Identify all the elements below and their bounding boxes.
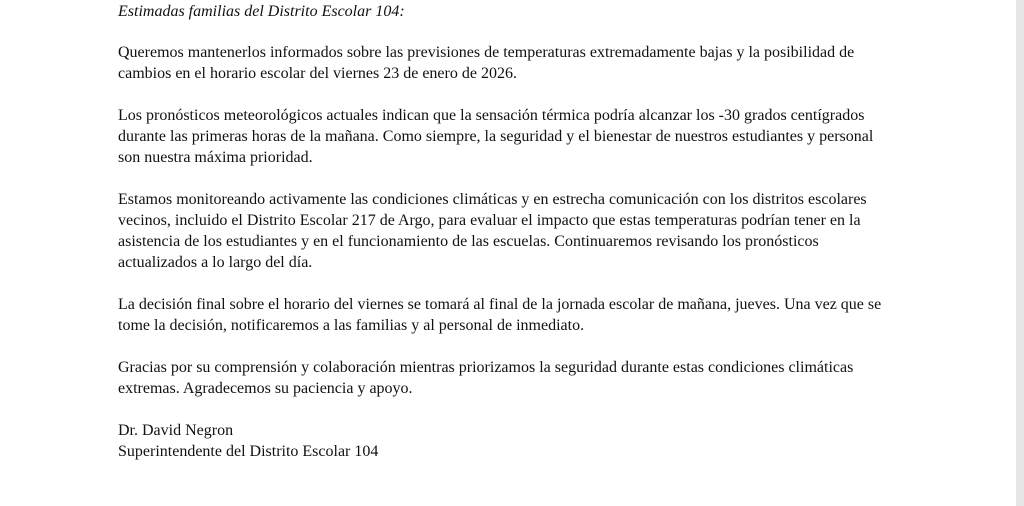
paragraph-thanks: Gracias por su comprensión y colaboración mientras priorizamos la seguridad durante estas condiciones climáticas extremas. Agradecemos su paciencia y apoyo.: [118, 359, 854, 397]
paragraph-wind-chill: Los pronósticos meteorológicos actuales indican que la sensación térmica podría alcanzar los -30 grados centígrados durante las primeras horas de la mañana. Como siempre, la seguridad y el bienestar de nuestros estudiantes y personal son nuestra máxima prioridad.: [118, 107, 874, 166]
paragraph-temperature-forecast: Queremos mantenerlos informados sobre las previsiones de temperaturas extremadamente bajas y la posibilidad de cambios en el horario escolar del viernes 23 de enero de 2026.: [118, 44, 855, 82]
signature-title: Superintendente del Distrito Escolar 104: [118, 443, 379, 460]
letter-body: [118, 1, 898, 462]
paragraph-monitoring: Estamos monitoreando activamente las condiciones climáticas y en estrecha comunicación con los distritos escolares vecinos, incluido el Distrito Escolar 217 de Argo, para evaluar el impacto que estas temperaturas podrían tener en la asistencia de los estudiantes y en el funcionamiento de las escuelas. Continuaremos revisando los pronósticos actualizados a lo largo del día.: [118, 191, 867, 271]
paragraph-final-decision: La decisión final sobre el horario del viernes se tomará al final de la jornada escolar de mañana, jueves. Una vez que se tome la decisión, notificaremos a las familias y al personal de inmediato.: [118, 296, 882, 334]
scrollbar-gutter[interactable]: [1016, 0, 1024, 506]
signature-name: Dr. David Negron: [118, 422, 234, 439]
letter-greeting: Estimadas familias del Distrito Escolar 104:: [118, 3, 405, 20]
